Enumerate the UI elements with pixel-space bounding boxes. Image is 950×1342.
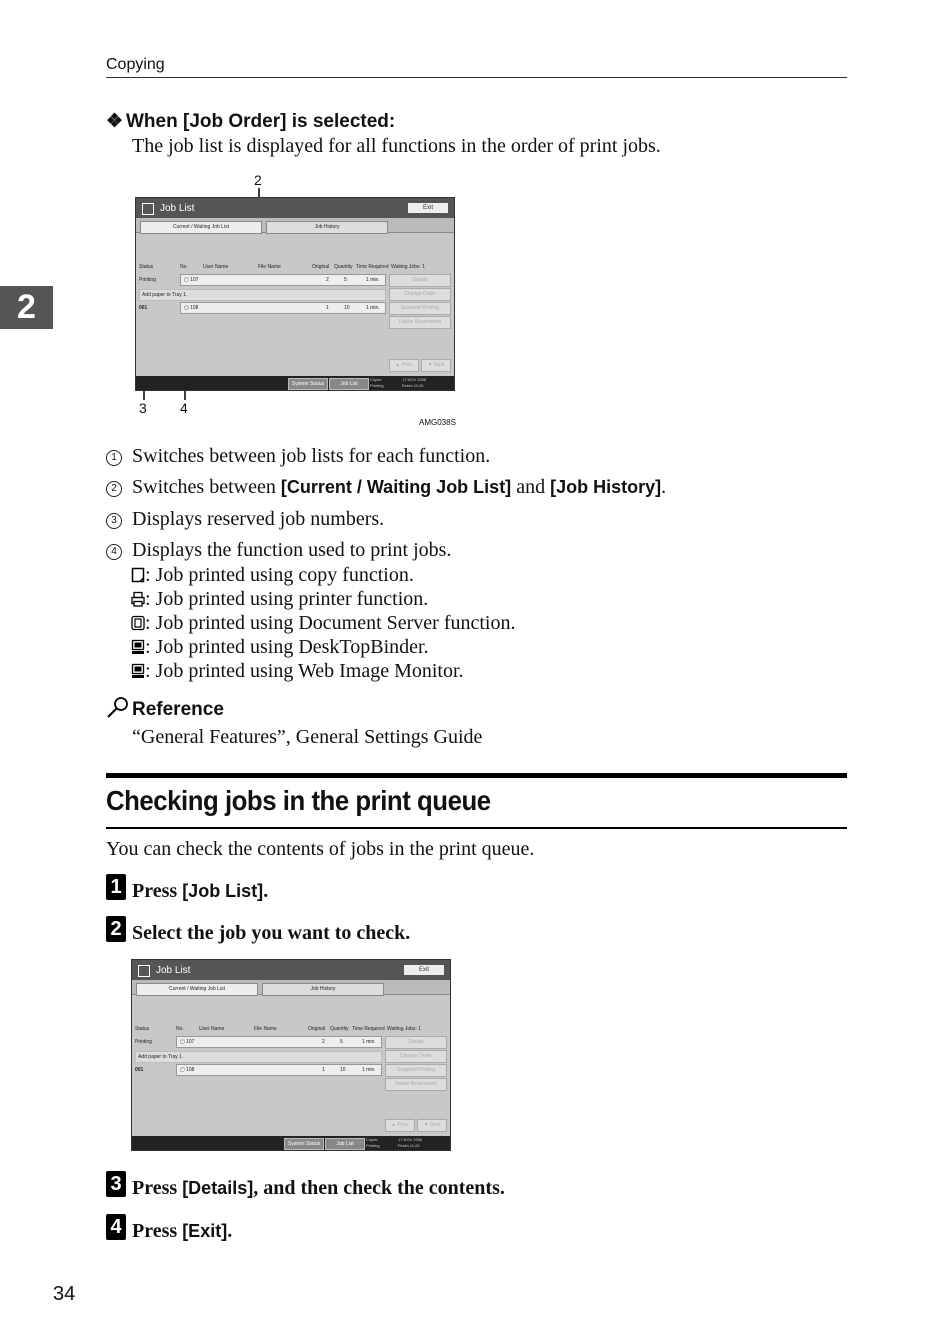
document-server-icon — [131, 615, 145, 631]
exit-button[interactable]: Exit — [404, 965, 444, 975]
job-list-footer-button[interactable]: Job List — [325, 1138, 365, 1150]
subheading — [106, 110, 395, 133]
section-title: Checking jobs in the print queue — [106, 785, 491, 816]
col-time: Time Required — [352, 1026, 385, 1032]
job-list-screen-1 — [135, 197, 455, 391]
callout-3: 3 — [139, 400, 147, 416]
callout-item-4: 4 Displays the function used to print jobs. — [106, 539, 451, 562]
change-order-button[interactable]: Change Order — [389, 288, 451, 301]
system-status-button[interactable]: System Status — [288, 378, 328, 390]
reference-title: Reference — [132, 699, 224, 720]
next-button[interactable]: ▼ Next — [421, 359, 451, 372]
tab-job-history[interactable]: Job History — [262, 983, 384, 996]
magnifier-icon — [106, 696, 130, 718]
callout-4: 4 — [180, 400, 188, 416]
step-3-text: Press [Details], and then check the contents. — [132, 1177, 505, 1199]
step-number: 1 — [106, 874, 126, 900]
figure-code: AMG038S — [419, 418, 456, 427]
screen-title: Job List — [160, 202, 195, 214]
notice-row: Add paper to Tray 1. — [135, 1051, 382, 1063]
screen-title-bar — [132, 960, 450, 980]
row1-status: Printing — [139, 277, 156, 283]
screen-footer — [136, 376, 454, 390]
delete-reservation-button[interactable]: Delete Reservation — [389, 316, 451, 329]
waiting-jobs: Waiting Jobs: 1 — [391, 264, 425, 270]
col-user: User Name — [203, 264, 229, 270]
footer-datetime: 17 NOV 2006 Finish 11:26 — [398, 1137, 423, 1148]
callout-item-1: 1 Switches between job lists for each function. — [106, 445, 490, 468]
step-number: 3 — [106, 1171, 126, 1197]
callout-item-3: 3 Displays reserved job numbers. — [106, 508, 384, 531]
copy-icon: ▢ — [184, 305, 189, 311]
copy-icon: ▢ — [180, 1067, 185, 1073]
copy-icon — [131, 567, 145, 583]
section-rule-bottom — [106, 827, 847, 829]
screen-tabs — [132, 980, 450, 995]
col-user: User Name — [199, 1026, 225, 1032]
step-number: 4 — [106, 1214, 126, 1240]
job-list-footer-button[interactable]: Job List — [329, 378, 369, 390]
col-status: Status — [135, 1026, 150, 1032]
row2-status: 001 — [139, 305, 148, 311]
table-row[interactable]: ▢ 108 1 10 1 min. — [176, 1064, 382, 1076]
table-row[interactable]: ▢ 108 1 10 1 min. — [180, 302, 386, 314]
change-order-button[interactable]: Change Order — [385, 1050, 447, 1063]
computer-icon — [131, 663, 145, 679]
printer-icon — [131, 591, 145, 607]
chapter-tab: 2 — [0, 286, 53, 329]
section-intro: You can check the contents of jobs in the print queue. — [106, 838, 535, 860]
intro-text: The job list is displayed for all functions in the order of print jobs. — [132, 135, 661, 157]
copy-icon: ▢ — [180, 1039, 185, 1045]
step-4-text: Press [Exit]. — [132, 1220, 233, 1242]
function-item-desktopbinder: : Job printed using DeskTopBinder. — [131, 635, 516, 659]
running-header: Copying — [106, 56, 165, 73]
col-original: Original — [312, 264, 330, 270]
col-quantity: Quantity — [330, 1026, 349, 1032]
col-status: Status — [139, 264, 154, 270]
prev-button[interactable]: ▲ Prev. — [389, 359, 419, 372]
exit-button[interactable]: Exit — [408, 203, 448, 213]
section-rule-top — [106, 773, 847, 778]
notice-row: Add paper to Tray 1. — [139, 289, 386, 301]
system-status-button[interactable]: System Status — [284, 1138, 324, 1150]
screen-title-bar — [136, 198, 454, 218]
step-2-text: Select the job you want to check. — [132, 922, 411, 944]
tab-current-waiting[interactable]: Current / Waiting Job List — [136, 983, 258, 996]
col-time: Time Required — [356, 264, 389, 270]
step-1-text: Press [Job List]. — [132, 880, 269, 902]
screen-tabs — [136, 218, 454, 233]
reference-text: “General Features”, General Settings Guide — [132, 726, 483, 748]
diamond-marker: ❖ — [106, 111, 124, 132]
footer-info: Copier Printing — [366, 1137, 380, 1148]
tab-job-history[interactable]: Job History — [266, 221, 388, 234]
details-button[interactable]: Details — [385, 1036, 447, 1049]
col-file: File Name — [258, 264, 281, 270]
callout-item-2: 2 Switches between [Current / Waiting Job List] and [Job History]. — [106, 476, 666, 499]
screen-footer — [132, 1136, 450, 1150]
function-item-document-server: : Job printed using Document Server function. — [131, 611, 516, 635]
callout-2: 2 — [254, 172, 262, 188]
delete-reservation-button[interactable]: Delete Reservation — [385, 1078, 447, 1091]
waiting-jobs: Waiting Jobs: 1 — [387, 1026, 421, 1032]
job-list-screen-2 — [131, 959, 451, 1151]
copy-icon: ▢ — [184, 277, 189, 283]
col-no: No. — [176, 1026, 184, 1032]
tab-current-waiting[interactable]: Current / Waiting Job List — [140, 221, 262, 234]
table-row[interactable]: ▢ 107 2 5 1 min. — [180, 274, 386, 286]
next-button[interactable]: ▼ Next — [417, 1119, 447, 1132]
col-quantity: Quantity — [334, 264, 353, 270]
table-row[interactable]: ▢ 107 2 5 1 min. — [176, 1036, 382, 1048]
screen-title: Job List — [156, 964, 191, 976]
col-no: No. — [180, 264, 188, 270]
function-item-copy: : Job printed using copy function. — [131, 563, 516, 587]
suspend-printing-button[interactable]: Suspend Printing — [385, 1064, 447, 1077]
col-original: Original — [308, 1026, 326, 1032]
footer-info: Copier Printing — [370, 377, 384, 388]
row2-status: 001 — [135, 1067, 144, 1073]
subheading-text: When [Job Order] is selected: — [126, 111, 396, 132]
col-file: File Name — [254, 1026, 277, 1032]
row1-status: Printing — [135, 1039, 152, 1045]
details-button[interactable]: Details — [389, 274, 451, 287]
page-number: 34 — [53, 1283, 76, 1305]
function-item-web-image-monitor: : Job printed using Web Image Monitor. — [131, 659, 516, 683]
list-icon — [142, 203, 154, 215]
list-icon — [138, 965, 150, 977]
computer-icon — [131, 639, 145, 655]
header-rule — [106, 77, 847, 78]
function-icon-list — [131, 563, 516, 683]
step-number: 2 — [106, 916, 126, 942]
function-item-printer: : Job printed using printer function. — [131, 587, 516, 611]
prev-button[interactable]: ▲ Prev. — [385, 1119, 415, 1132]
suspend-printing-button[interactable]: Suspend Printing — [389, 302, 451, 315]
footer-datetime: 17 NOV 2006 Finish 11:26 — [402, 377, 427, 388]
